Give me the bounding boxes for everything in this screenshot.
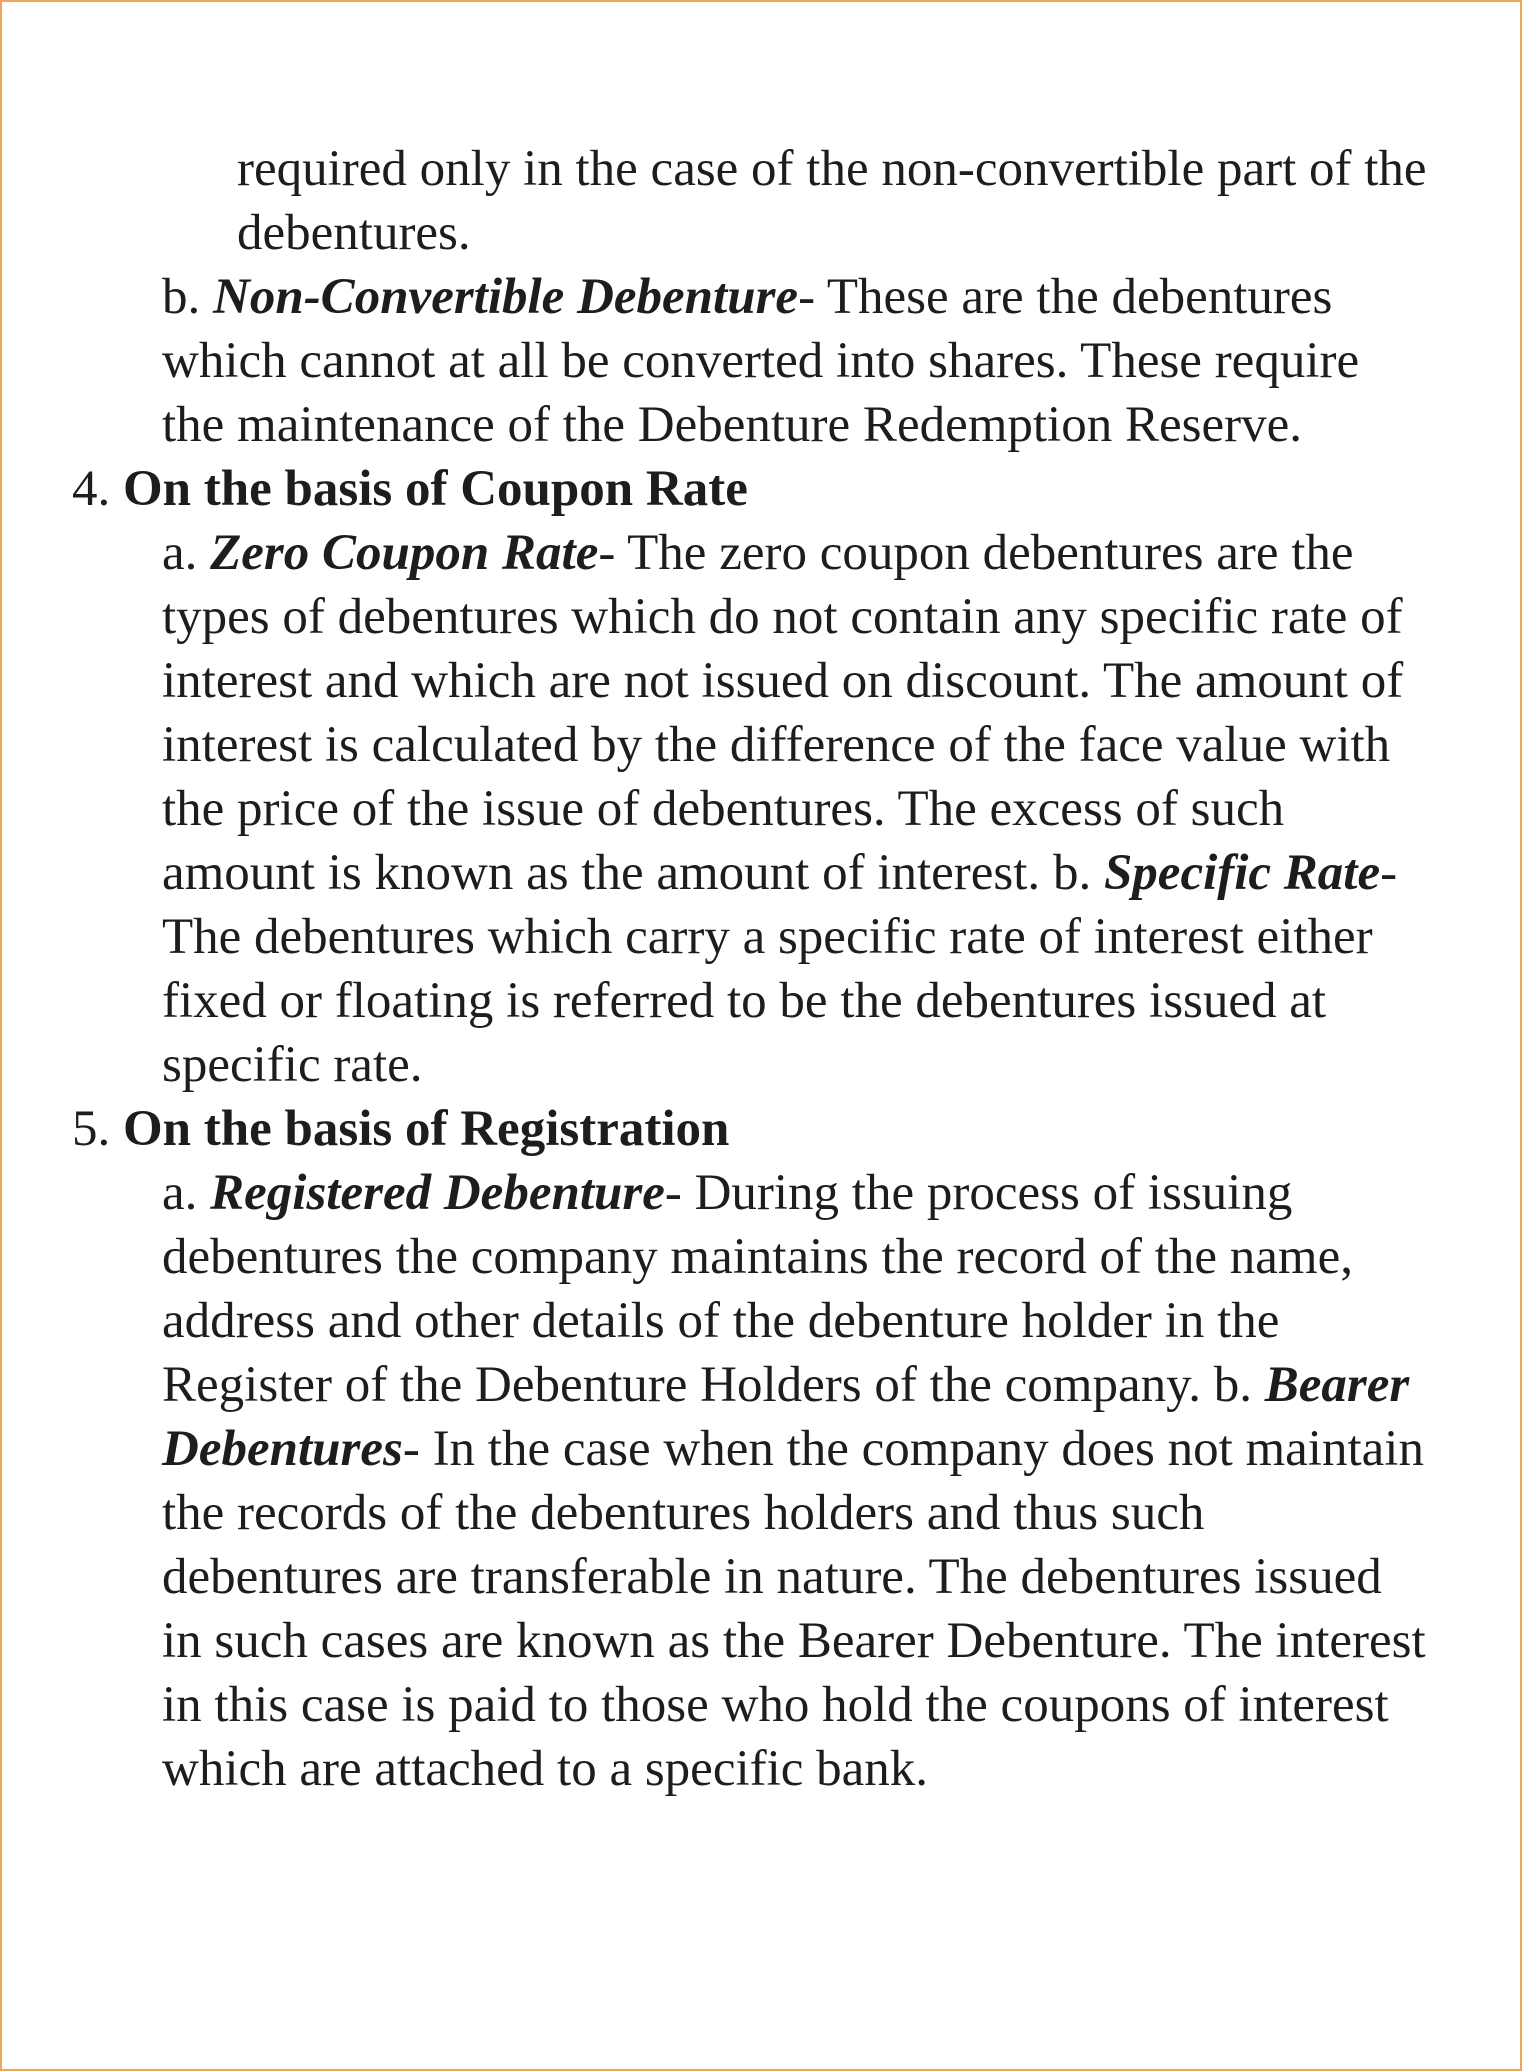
term-specific-rate: Specific Rate: [1103, 845, 1381, 901]
coupon-rate-items: [2, 521, 1432, 1097]
term-registered-debenture: Registered Debenture: [210, 1165, 665, 1221]
continuation-text: required only in the case of the non-convertible part of the debentures.: [237, 141, 1427, 261]
section-heading-registration: [2, 1097, 1520, 1161]
item-body: - The zero coupon debentures are the types of debentures which do not contain any specific rate of interest and which are not issued on discount. The amount of interest is calculated by the difference of the face value with the price of the issue of debentures. The excess of such amount is known as the amount of interest.: [162, 525, 1404, 901]
term-bearer-debentures: Bearer Debentures: [162, 1357, 1410, 1477]
item-body: - During the process of issuing debentures the company maintains the record of the name, address and other details of the debenture holder in the Register of the Debenture Holders of the company.: [162, 1165, 1353, 1413]
section-title: On the basis of Coupon Rate: [123, 461, 748, 517]
section-number: 4.: [72, 461, 123, 517]
item-prefix: a.: [162, 1165, 211, 1221]
item-body: - In the case when the company does not maintain the records of the debentures holders and thus such debentures are transferable in nature. The debentures issued in such cases are known as the Bearer Debenture. The interest in this case is paid to those who hold the coupons of interest which are attached to a specific bank.: [162, 1421, 1426, 1797]
non-convertible-debenture-item: [2, 265, 1432, 457]
item-body: - The debentures which carry a specific rate of interest either fixed or floating is referred to be the debentures issued at specific rate.: [162, 845, 1398, 1093]
item-body: - These are the debentures which cannot at all be converted into shares. These require the maintenance of the Debenture Redemption Reserve.: [162, 269, 1360, 453]
item-prefix: b.: [162, 269, 213, 325]
continuation-paragraph: [2, 137, 1437, 265]
section-title: On the basis of Registration: [123, 1101, 730, 1157]
section-number: 5.: [72, 1101, 123, 1157]
item-prefix: a.: [162, 525, 211, 581]
item-prefix: b.: [1052, 845, 1104, 901]
document-body: [2, 137, 1520, 1801]
registration-items: [2, 1161, 1432, 1801]
section-heading-coupon-rate: [2, 457, 1520, 521]
item-prefix: b.: [1213, 1357, 1265, 1413]
term-zero-coupon-rate: Zero Coupon Rate: [210, 525, 599, 581]
term-non-convertible-debenture: Non-Convertible Debenture: [213, 269, 799, 325]
